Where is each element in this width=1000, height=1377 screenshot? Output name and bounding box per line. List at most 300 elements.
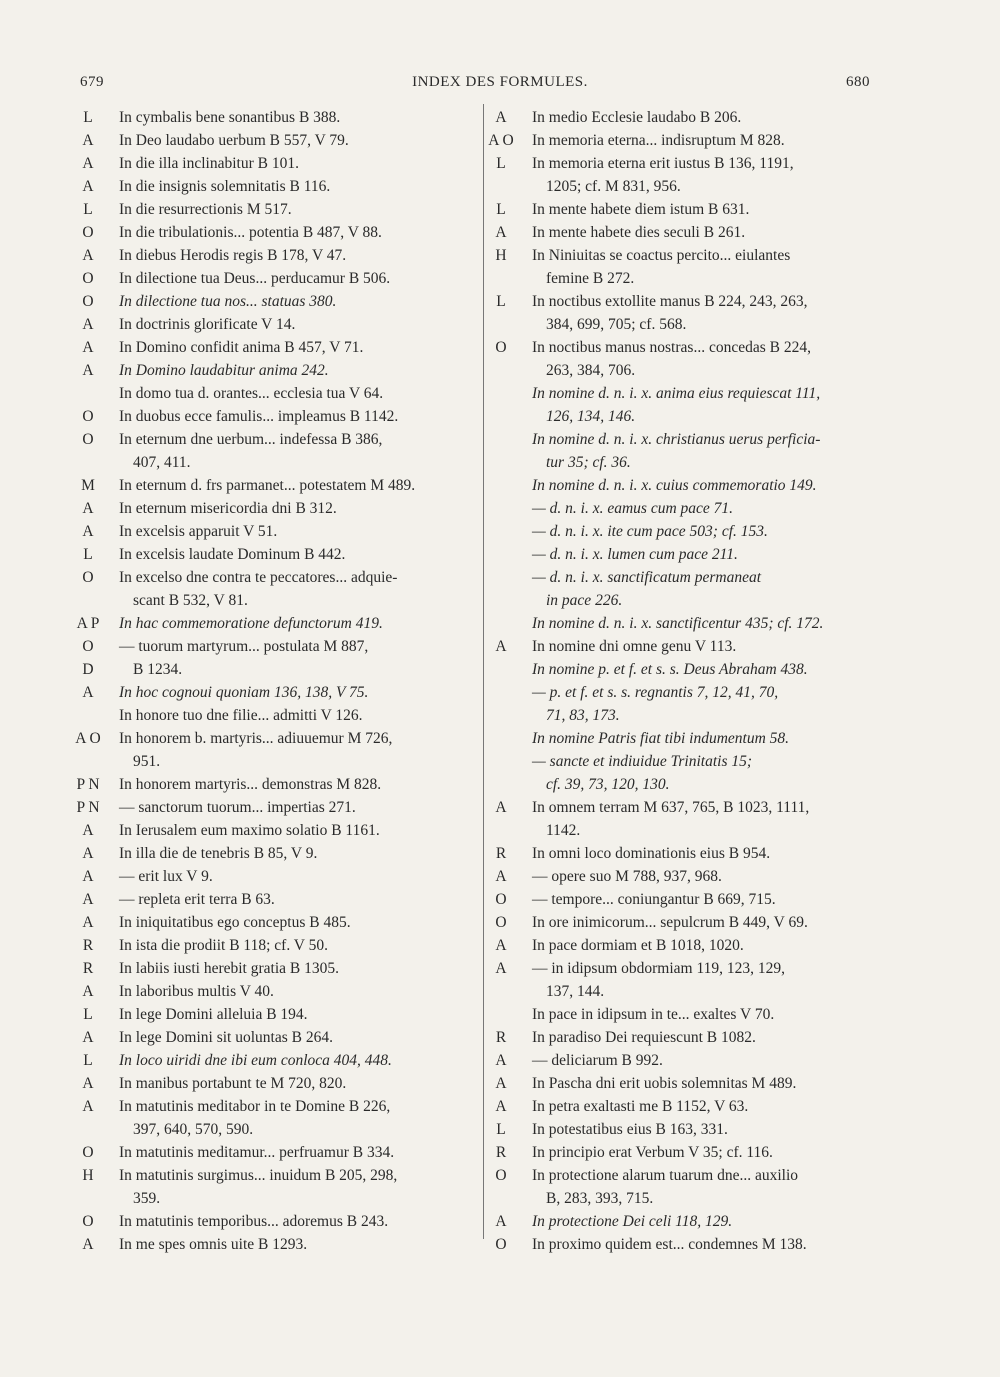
entry-tag: A [495,1052,507,1069]
entry-text [75,244,480,267]
entry-tag: A [82,914,94,931]
entry-tag: A [82,1029,94,1046]
entry-line: 126, 134, 146. [546,408,636,425]
entry-text [75,1141,480,1164]
entry-line: In nomine d. n. i. x. christianus uerus perficia- [532,431,821,448]
entry-text [75,198,480,221]
entry-line: — sancte et indiuidue Trinitatis 15; [532,753,753,770]
entry-text [75,934,480,957]
entry-line: 137, 144. [546,983,605,1000]
index-entry [75,1164,480,1210]
entry-text [488,1141,878,1164]
entry-text [75,152,480,175]
index-entry [75,957,480,980]
entry-text [75,405,480,428]
entry-line: — tempore... coniungantur B 669, 715. [532,891,776,908]
index-entry [488,681,878,727]
entry-text [75,1210,480,1233]
index-entry [488,336,878,382]
entry-text [75,497,480,520]
index-entry [75,1233,480,1256]
entry-tag: L [496,293,506,310]
entry-text [488,198,878,221]
entry-line: — d. n. i. x. eamus cum pace 71. [532,500,734,517]
index-entry [488,1233,878,1256]
entry-text [488,681,878,727]
entry-line: In medio Ecclesie laudabo B 206. [532,109,742,126]
entry-tag: O [82,224,94,241]
entry-text [488,290,878,336]
entry-text [75,842,480,865]
index-entry [75,934,480,957]
entry-line: In eternum d. frs parmanet... potestatem M 489. [119,477,416,494]
index-entry [488,520,878,543]
entry-tag: A [82,1098,94,1115]
entry-line: In nomine p. et f. et s. s. Deus Abraham 438. [532,661,808,678]
entry-line: In matutinis temporibus... adoremus B 243. [119,1213,389,1230]
entry-text [488,474,878,497]
entry-line: In dilectione tua Deus... perducamur B 506. [119,270,391,287]
entry-text [488,520,878,543]
entry-text [75,428,480,474]
entry-text [75,635,480,681]
index-entry [488,221,878,244]
entry-line: In honorem b. martyris... adiuuemur M 726, [119,730,393,747]
entry-line: In eternum misericordia dni B 312. [119,500,337,517]
entry-line: B, 283, 393, 715. [546,1190,654,1207]
entry-line: In paradiso Dei requiescunt B 1082. [532,1029,756,1046]
entry-tag: A [82,155,94,172]
entry-text [75,980,480,1003]
entry-line: In lege Domini alleluia B 194. [119,1006,308,1023]
entry-line: In proximo quidem est... condemnes M 138. [532,1236,807,1253]
entry-tag: A [82,1236,94,1253]
index-entry [75,405,480,428]
entry-text [75,1003,480,1026]
entry-text [75,336,480,359]
entry-line: — d. n. i. x. lumen cum pace 211. [532,546,738,563]
entry-line: scant B 532, V 81. [133,592,248,609]
entry-tag: R [495,845,507,862]
index-entry [75,129,480,152]
right-column [488,106,878,1256]
index-entry [75,704,480,727]
index-entry [488,129,878,152]
entry-line: In doctrinis glorificate V 14. [119,316,296,333]
index-entry [488,1118,878,1141]
entry-tag: M [81,477,95,494]
entry-line: In Niniuitas se coactus percito... eiulantes [532,247,791,264]
index-entry [488,1164,878,1210]
index-entry [75,497,480,520]
left-column [75,106,480,1256]
entry-tag: O [495,1167,507,1184]
entry-text [75,1233,480,1256]
entry-line: In nomine d. n. i. x. sanctificentur 435; cf. 172. [532,615,824,632]
index-entry [488,1003,878,1026]
entry-text [75,796,480,819]
entry-line: In memoria eterna erit iustus B 136, 1191, [532,155,794,172]
index-entry [75,359,480,382]
index-entry [75,1141,480,1164]
entry-tag: O [495,1236,507,1253]
entry-line: 951. [133,753,161,770]
entry-line: In Domino laudabitur anima 242. [119,362,329,379]
entry-tag: A [495,799,507,816]
index-entry [488,842,878,865]
entry-line: In die insignis solemnitatis B 116. [119,178,331,195]
entry-line: In nomine d. n. i. x. anima eius requiescat 111, [532,385,821,402]
entry-text [488,796,878,842]
index-entry [488,566,878,612]
index-entry [75,980,480,1003]
index-entry [488,727,878,750]
index-entry [75,865,480,888]
index-entry [488,497,878,520]
index-entry [75,1049,480,1072]
entry-tag: L [496,1121,506,1138]
index-entry [75,198,480,221]
index-entry [488,244,878,290]
entry-tag: A [495,937,507,954]
entry-line: In excelso dne contra te peccatores... adquie- [119,569,398,586]
entry-tag: L [83,1006,93,1023]
index-entry [488,865,878,888]
entry-text [488,152,878,198]
index-entry [75,290,480,313]
entry-line: In pace dormiam et B 1018, 1020. [532,937,744,954]
entry-text [75,175,480,198]
entry-text [488,129,878,152]
entry-text [75,1049,480,1072]
entry-line: In iniquitatibus ego conceptus B 485. [119,914,351,931]
index-entry [75,566,480,612]
entry-text [488,612,878,635]
entry-line: in pace 226. [546,592,623,609]
entry-tag: R [495,1144,507,1161]
entry-line: In honore tuo dne filie... admitti V 126. [119,707,363,724]
index-entry [75,1210,480,1233]
entry-line: — d. n. i. x. ite cum pace 503; cf. 153. [532,523,768,540]
index-entry [75,1026,480,1049]
entry-tag: L [83,109,93,126]
entry-line: In nomine d. n. i. x. cuius commemoratio 149. [532,477,817,494]
entry-line: In mente habete dies seculi B 261. [532,224,746,241]
entry-line: In hac commemoratione defunctorum 419. [119,615,383,632]
entry-text [75,1026,480,1049]
entry-tag: R [495,1029,507,1046]
index-entry [75,773,480,796]
index-entry [488,888,878,911]
entry-line: 384, 699, 705; cf. 568. [546,316,687,333]
entry-text [488,543,878,566]
index-entry [75,1095,480,1141]
index-entry [488,1026,878,1049]
entry-text [488,750,878,796]
entry-tag: A P [76,615,100,632]
entry-line: B 1234. [133,661,183,678]
entry-text [488,1233,878,1256]
entry-line: In petra exaltasti me B 1152, V 63. [532,1098,749,1115]
entry-text [75,313,480,336]
index-entry [75,428,480,474]
entry-line: In principio erat Verbum V 35; cf. 116. [532,1144,773,1161]
entry-tag: O [82,1213,94,1230]
entry-line: In noctibus extollite manus B 224, 243, 263, [532,293,808,310]
entry-text [75,727,480,773]
entry-line: In Pascha dni erit uobis solemnitas M 489. [532,1075,797,1092]
entry-tag: A O [75,730,101,747]
index-entry [75,1072,480,1095]
index-entry [75,819,480,842]
entry-line: In mente habete diem istum B 631. [532,201,750,218]
index-entry [75,336,480,359]
entry-line: femine B 272. [546,270,635,287]
entry-text [488,382,878,428]
entry-line: — deliciarum B 992. [532,1052,663,1069]
entry-text [488,957,878,1003]
index-entry [488,543,878,566]
entry-line: In Domino confidit anima B 457, V 71. [119,339,364,356]
entry-line: In labiis iusti herebit gratia B 1305. [119,960,339,977]
entry-text [488,865,878,888]
entry-tag: H [82,1167,94,1184]
index-entry [75,221,480,244]
entry-text [75,566,480,612]
entry-line: In duobus ecce famulis... impleamus B 1142. [119,408,399,425]
index-entry [75,175,480,198]
index-entry [75,152,480,175]
entry-tag: A [495,960,507,977]
entry-tag: A [82,500,94,517]
entry-line: 359. [133,1190,161,1207]
entry-line: tur 35; cf. 36. [546,454,631,471]
entry-text [488,911,878,934]
entry-line: In pace in idipsum in te... exaltes V 70. [532,1006,775,1023]
entry-tag: L [83,546,93,563]
entry-line: In laboribus multis V 40. [119,983,274,1000]
entry-tag: A [82,132,94,149]
entry-tag: R [82,937,94,954]
entry-line: In potestatibus eius B 163, 331. [532,1121,728,1138]
index-entry [75,106,480,129]
index-entry [488,1049,878,1072]
entry-line: In matutinis meditabor in te Domine B 226, [119,1098,391,1115]
entry-line: — opere suo M 788, 937, 968. [532,868,722,885]
entry-tag: A [495,224,507,241]
entry-text [488,1003,878,1026]
entry-line: In memoria eterna... indisruptum M 828. [532,132,785,149]
entry-tag: O [82,569,94,586]
entry-text [75,911,480,934]
entry-tag: A [495,868,507,885]
entry-text [488,635,878,658]
page-header [0,74,1000,98]
entry-line: In Ierusalem eum maximo solatio B 1161. [119,822,380,839]
entry-text [75,520,480,543]
index-entry [75,313,480,336]
entry-text [75,1072,480,1095]
index-entry [488,612,878,635]
entry-line: In illa die de tenebris B 85, V 9. [119,845,318,862]
index-entry [488,750,878,796]
entry-text [75,290,480,313]
entry-text [75,773,480,796]
entry-line: In nomine Patris fiat tibi indumentum 58. [532,730,790,747]
index-entry [75,727,480,773]
entry-line: In Deo laudabo uerbum B 557, V 79. [119,132,349,149]
entry-text [75,888,480,911]
entry-text [488,106,878,129]
entry-text [75,681,480,704]
entry-line: In protectione alarum tuarum dne... auxilio [532,1167,798,1184]
index-entry [488,635,878,658]
index-entry [488,1095,878,1118]
entry-line: In die illa inclinabitur B 101. [119,155,299,172]
entry-line: In die resurrectionis M 517. [119,201,292,218]
index-entry [488,796,878,842]
entry-tag: A [82,983,94,1000]
entry-text [488,1026,878,1049]
page-number-left: 679 [80,74,104,90]
index-entry [488,198,878,221]
entry-tag: L [496,155,506,172]
entry-line: 1142. [546,822,581,839]
entry-line: In eternum dne uerbum... indefessa B 386, [119,431,383,448]
index-entry [75,888,480,911]
entry-line: — repleta erit terra B 63. [119,891,275,908]
index-entry [75,520,480,543]
entry-text [488,497,878,520]
entry-text [488,336,878,382]
entry-line: In hoc cognoui quoniam 136, 138, V 75. [119,684,369,701]
index-entry [488,474,878,497]
entry-tag: O [82,408,94,425]
entry-tag: A [495,1098,507,1115]
entry-tag: A [495,109,507,126]
entry-tag: L [496,201,506,218]
entry-text [75,612,480,635]
entry-text [488,1072,878,1095]
column-divider [483,104,484,1239]
entry-line: 1205; cf. M 831, 956. [546,178,681,195]
running-title: INDEX DES FORMULES. [412,74,588,90]
entry-text [75,221,480,244]
entry-line: — sanctorum tuorum... impertias 271. [119,799,356,816]
index-entry [75,796,480,819]
entry-tag: A [82,822,94,839]
entry-line: In omni loco dominationis eius B 954. [532,845,771,862]
entry-tag: A [82,247,94,264]
entry-tag: P N [76,776,100,793]
entry-text [488,221,878,244]
entry-tag: A [82,178,94,195]
entry-line: In lege Domini sit uoluntas B 264. [119,1029,333,1046]
entry-line: — erit lux V 9. [119,868,213,885]
entry-text [488,934,878,957]
index-entry [488,957,878,1003]
index-entry [75,474,480,497]
index-entry [488,911,878,934]
entry-line: In domo tua d. orantes... ecclesia tua V 64. [119,385,384,402]
entry-line: In manibus portabunt te M 720, 820. [119,1075,347,1092]
entry-tag: O [82,293,94,310]
index-entry [75,1003,480,1026]
entry-tag: L [83,201,93,218]
entry-tag: R [82,960,94,977]
index-entry [75,543,480,566]
index-entry [75,635,480,681]
entry-tag: A [82,684,94,701]
entry-text [75,819,480,842]
entry-tag: A [82,891,94,908]
entry-text [488,1118,878,1141]
entry-line: — in idipsum obdormiam 119, 123, 129, [532,960,786,977]
index-entry [75,842,480,865]
page-number-right: 680 [846,74,870,90]
entry-text [488,1095,878,1118]
index-entry [488,1141,878,1164]
entry-tag: O [495,891,507,908]
index-entry [488,934,878,957]
entry-line: In nomine dni omne genu V 113. [532,638,737,655]
index-entry [488,152,878,198]
index-entry [488,1072,878,1095]
entry-text [75,267,480,290]
entry-text [488,1049,878,1072]
entry-line: In diebus Herodis regis B 178, V 47. [119,247,347,264]
entry-text [75,1095,480,1141]
entry-line: In omnem terram M 637, 765, B 1023, 1111, [532,799,810,816]
entry-line: In ista die prodiit B 118; cf. V 50. [119,937,328,954]
index-entry [488,658,878,681]
entry-tag: A [82,523,94,540]
entry-tag: O D [82,638,94,678]
entry-tag: O [82,270,94,287]
entry-tag: O [82,431,94,448]
entry-line: — tuorum martyrum... postulata M 887, [119,638,369,655]
entry-tag: H [495,247,507,264]
index-entry [75,267,480,290]
index-entry [75,382,480,405]
entry-tag: A [495,1075,507,1092]
entry-line: 71, 83, 173. [546,707,620,724]
entry-text [75,474,480,497]
entry-tag: O [495,339,507,356]
entry-text [488,566,878,612]
entry-line: In cymbalis bene sonantibus B 388. [119,109,341,126]
entry-text [75,957,480,980]
entry-line: In matutinis surgimus... inuidum B 205, 298, [119,1167,398,1184]
entry-text [75,382,480,405]
entry-text [75,106,480,129]
entry-text [75,359,480,382]
entry-text [488,888,878,911]
entry-line: cf. 39, 73, 120, 130. [546,776,670,793]
entry-tag: A O [488,132,514,149]
entry-line: In loco uiridi dne ibi eum conloca 404, 448. [119,1052,392,1069]
entry-tag: A [495,1213,507,1230]
index-entry [75,244,480,267]
entry-line: — p. et f. et s. s. regnantis 7, 12, 41, 70, [532,684,779,701]
entry-text [75,865,480,888]
entry-text [488,727,878,750]
entry-line: In dilectione tua nos... statuas 380. [119,293,337,310]
index-entry [488,290,878,336]
entry-line: In die tribulationis... potentia B 487, V 88. [119,224,382,241]
index-entry [488,106,878,129]
entry-line: In noctibus manus nostras... concedas B 224, [532,339,811,356]
